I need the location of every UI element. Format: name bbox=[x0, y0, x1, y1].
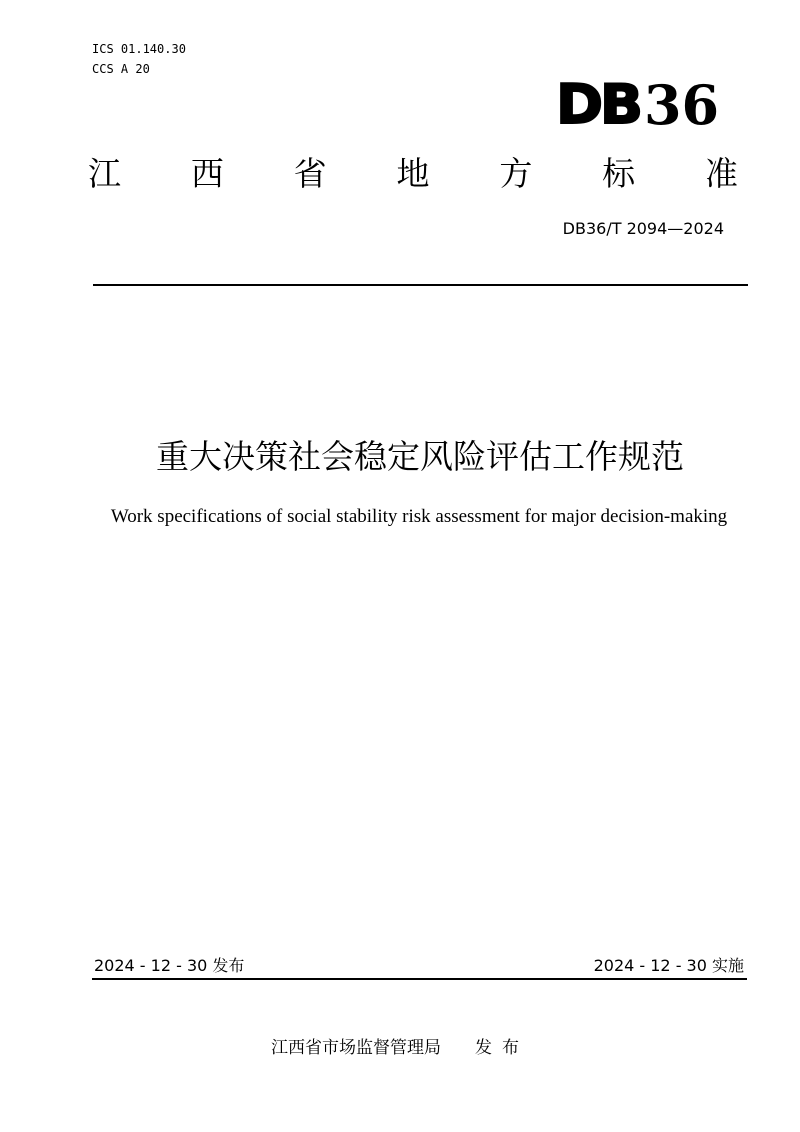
heading-char: 方 bbox=[499, 154, 533, 193]
publisher-line bbox=[271, 1036, 529, 1060]
ccs-code: CCS A 20 bbox=[92, 62, 150, 76]
header-divider bbox=[93, 284, 748, 286]
standard-type-heading bbox=[88, 152, 738, 196]
document-title-cn: 重大决策社会稳定风险评估工作规范 bbox=[156, 437, 684, 476]
standard-number: DB36/T 2094—2024 bbox=[562, 219, 724, 238]
ics-code: ICS 01.140.30 bbox=[92, 42, 186, 56]
issuing-authority: 江西省市场监督管理局 bbox=[271, 1038, 441, 1058]
heading-char: 准 bbox=[704, 154, 738, 193]
heading-char: 西 bbox=[190, 154, 224, 193]
heading-char: 标 bbox=[602, 154, 636, 193]
document-title-en: Work specifications of social stability risk assessment for major decision-making bbox=[110, 506, 728, 527]
heading-char: 省 bbox=[293, 154, 327, 193]
issue-action: 发布 bbox=[475, 1038, 529, 1058]
footer-divider bbox=[92, 978, 747, 980]
issue-date: 2024 - 12 - 30 发布 bbox=[94, 956, 245, 975]
db36-logo bbox=[556, 73, 720, 137]
implementation-date: 2024 - 12 - 30 实施 bbox=[593, 956, 744, 975]
classification-codes bbox=[92, 39, 186, 79]
logo-letters: DB bbox=[556, 73, 640, 136]
heading-char: 江 bbox=[88, 154, 121, 193]
heading-char: 地 bbox=[396, 154, 430, 193]
logo-number: 36 bbox=[643, 73, 720, 137]
